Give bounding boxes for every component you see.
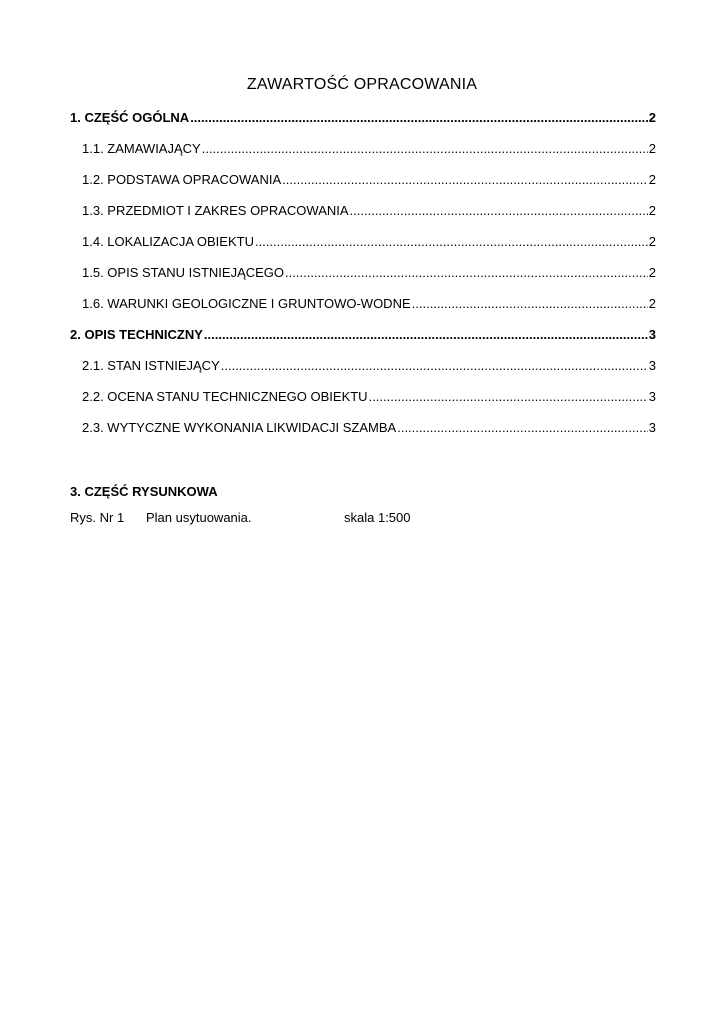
- toc-entry-page-number: 3: [648, 389, 656, 404]
- toc-entry[interactable]: [70, 203, 656, 234]
- toc-entry-page-number: 3: [648, 327, 656, 342]
- toc-entry-page-number: 2: [648, 265, 656, 280]
- toc-entry-page-number: 3: [648, 420, 656, 435]
- toc-entry-page-number: 2: [648, 110, 656, 125]
- toc-entry[interactable]: [70, 141, 656, 172]
- toc-entry[interactable]: [70, 296, 656, 327]
- table-of-contents: [70, 110, 656, 451]
- toc-entry-label: 1.6. WARUNKI GEOLOGICZNE I GRUNTOWO-WODNE: [82, 296, 411, 311]
- toc-entry-label: 1. CZĘŚĆ OGÓLNA: [70, 110, 190, 125]
- toc-dot-leader: [255, 234, 648, 249]
- drawing-name: Plan usytuowania.: [146, 510, 252, 525]
- toc-entry[interactable]: [70, 110, 656, 141]
- drawing-number: Rys. Nr 1: [70, 510, 125, 525]
- toc-entry-page-number: 2: [648, 296, 656, 311]
- toc-dot-leader: [285, 265, 648, 280]
- toc-dot-leader: [282, 172, 648, 187]
- toc-entry-page-number: 2: [648, 203, 656, 218]
- toc-entry-label: 2.3. WYTYCZNE WYKONANIA LIKWIDACJI SZAMBA: [82, 420, 397, 435]
- drawing-scale: skala 1:500: [344, 510, 411, 525]
- toc-dot-leader: [221, 358, 648, 373]
- toc-dot-leader: [397, 420, 648, 435]
- toc-entry[interactable]: [70, 420, 656, 451]
- toc-entry-page-number: 2: [648, 172, 656, 187]
- toc-entry-label: 2.1. STAN ISTNIEJĄCY: [82, 358, 220, 373]
- toc-entry[interactable]: [70, 265, 656, 296]
- toc-entry[interactable]: [70, 389, 656, 420]
- toc-entry-label: 1.1. ZAMAWIAJĄCY: [82, 141, 201, 156]
- toc-dot-leader: [350, 203, 648, 218]
- toc-entry[interactable]: [70, 358, 656, 389]
- toc-entry[interactable]: [70, 234, 656, 265]
- toc-entry-page-number: 2: [648, 141, 656, 156]
- toc-dot-leader: [369, 389, 648, 404]
- toc-dot-leader: [190, 110, 648, 125]
- toc-dot-leader: [204, 327, 648, 342]
- toc-entry-label: 2. OPIS TECHNICZNY: [70, 327, 203, 342]
- toc-entry-label: 1.4. LOKALIZACJA OBIEKTU: [82, 234, 254, 249]
- toc-entry-label: 1.2. PODSTAWA OPRACOWANIA: [82, 172, 282, 187]
- toc-entry-page-number: 2: [648, 234, 656, 249]
- section-3-heading: 3. CZĘŚĆ RYSUNKOWA: [70, 484, 218, 499]
- toc-entry[interactable]: [70, 172, 656, 203]
- toc-entry-label: 2.2. OCENA STANU TECHNICZNEGO OBIEKTU: [82, 389, 368, 404]
- page-title: ZAWARTOŚĆ OPRACOWANIA: [246, 76, 478, 93]
- toc-dot-leader: [202, 141, 648, 156]
- toc-entry-label: 1.5. OPIS STANU ISTNIEJĄCEGO: [82, 265, 285, 280]
- toc-entry-label: 1.3. PRZEDMIOT I ZAKRES OPRACOWANIA: [82, 203, 349, 218]
- toc-dot-leader: [412, 296, 648, 311]
- toc-entry-page-number: 3: [648, 358, 656, 373]
- toc-entry[interactable]: [70, 327, 656, 358]
